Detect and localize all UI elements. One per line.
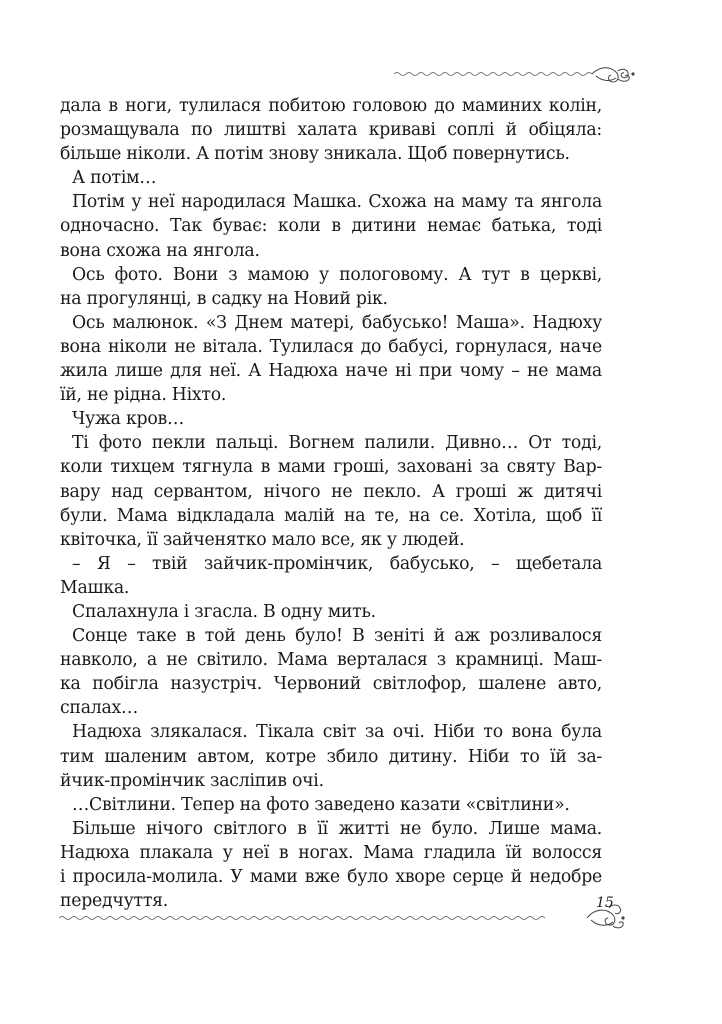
text-line: Ось малюнок. «З Днем матері, бабусько! Маша». Надюху <box>72 312 602 333</box>
text-line: передчуття. <box>60 891 169 912</box>
text-line: вона схожа на янгола. <box>60 240 260 261</box>
body-text <box>60 94 602 913</box>
text-line: вару над сервантом, нічого не пекло. А гроші ж дитячі <box>60 481 602 502</box>
text-line: Надюха плакала у неї в ногах. Мама гладила їй волосся <box>60 842 602 863</box>
text-line: одночасно. Так буває: коли в дитини немає батька, тоді <box>60 216 602 237</box>
text-line: навколо, а не світило. Мама верталася з крамниці. Маш- <box>60 650 602 671</box>
text-line: ка побігла назустріч. Червоний світлофор, шалене авто, <box>60 674 602 695</box>
text-line: Спалахнула і згасла. В одну мить. <box>72 601 376 622</box>
text-line: спалах… <box>60 698 139 719</box>
text-line: Чужа кров… <box>72 409 184 430</box>
text-line: А потім… <box>72 168 157 189</box>
page-number: 15 <box>596 895 614 911</box>
text-line: були. Мама відкладала малій на те, на се. Хотіла, щоб її <box>60 505 602 526</box>
text-line: їй, не рідна. Ніхто. <box>60 385 227 406</box>
text-line: дала в ноги, тулилася побитою головою до маминих колін, <box>60 96 602 116</box>
text-line: квіточка, її зайченятко мало все, як у людей. <box>60 529 465 550</box>
text-line: коли тихцем тягнула в мами гроші, заховані за святу Вар- <box>60 457 602 478</box>
text-line: Ті фото пекли пальці. Вогнем палили. Дивно… От тоді, <box>72 433 602 454</box>
text-line: жила лише для неї. А Надюха наче ні при чому – не мама <box>60 361 602 382</box>
text-line: Сонце таке в той день було! В зеніті й аж розливалося <box>72 626 602 647</box>
text-line: більше ніколи. А потім знову зникала. Щоб повернутись. <box>60 144 570 165</box>
text-line: Ось фото. Вони з мамою у пологовому. А тут в церкві, <box>72 264 602 285</box>
text-line: на прогулянці, в садку на Новий рік. <box>60 288 388 309</box>
text-line: Машка. <box>60 577 130 598</box>
text-line: розмащувала по лиштві халата криваві соплі й обіцяла: <box>60 120 602 141</box>
text-line: …Світлини. Тепер на фото заведено казати «світлини». <box>72 794 570 815</box>
text-line: йчик-промінчик засліпив очі. <box>60 770 324 791</box>
text-line: Надюха злякалася. Тікала світ за очі. Ніби то вона була <box>72 722 602 743</box>
text-line: і просила-молила. У мами вже було хворе серце й недобре <box>60 867 602 887</box>
text-line: Потім у неї народилася Машка. Схожа на маму та янгола <box>72 192 602 213</box>
text-line: – Я – твій зайчик-промінчик, бабусько, – щебетала <box>72 553 602 574</box>
text-line: Більше нічого світлого в її житті не було. Лише мама. <box>72 818 602 839</box>
text-line: вона ніколи не вітала. Тулилася до бабусі, горнулася, наче <box>60 336 602 357</box>
header-ornament-icon <box>392 62 637 90</box>
text-line: тим шаленим автом, котре збило дитину. Ніби то їй за- <box>60 746 602 767</box>
footer-ornament-icon <box>57 900 629 934</box>
